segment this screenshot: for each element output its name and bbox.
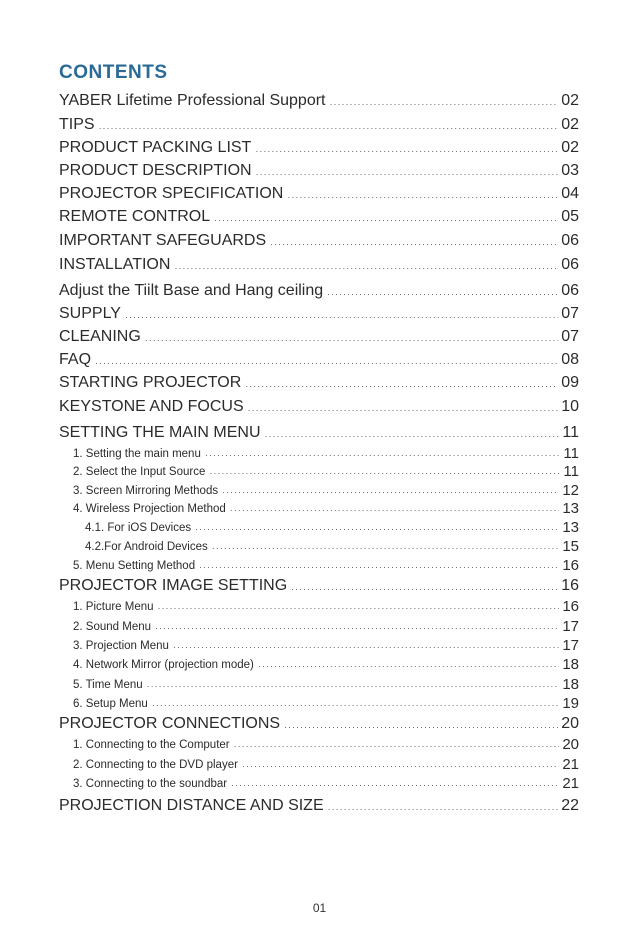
toc-entry-page-number: 15 (562, 538, 579, 555)
toc-entry-label: PROJECTOR CONNECTIONS (59, 715, 281, 732)
dot-leader (256, 170, 559, 182)
toc-entry (59, 303, 579, 325)
toc-entry-label: Adjust the Tiilt Base and Hang ceiling (59, 282, 324, 299)
toc-entry (59, 183, 579, 205)
toc-entry-page-number: 21 (562, 756, 579, 773)
dot-leader (209, 469, 560, 481)
toc-entry (73, 736, 579, 754)
dot-leader (174, 264, 558, 276)
dot-leader (328, 805, 559, 817)
toc-entry-label: 6. Setup Menu (73, 698, 148, 710)
toc-entry-page-number: 19 (562, 695, 579, 712)
toc-entry (73, 756, 579, 774)
dot-leader (173, 643, 559, 655)
toc-entry-label: INSTALLATION (59, 256, 171, 273)
toc-entry-page-number: 21 (562, 775, 579, 792)
page-number-footer: 01 (312, 901, 327, 915)
toc-entry-page-number: 08 (561, 351, 579, 368)
toc-entry (73, 676, 579, 694)
dot-leader (158, 604, 560, 616)
toc-entry-page-number: 07 (561, 328, 579, 345)
toc-entry (73, 656, 579, 674)
dot-leader (145, 336, 558, 348)
toc-entry-label: 3. Projection Menu (73, 640, 169, 652)
toc-entry-page-number: 02 (561, 139, 579, 156)
toc-entry-page-number: 12 (562, 482, 579, 499)
dot-leader (327, 290, 558, 302)
toc-entry-page-number: 04 (561, 185, 579, 202)
dot-leader (284, 723, 558, 735)
toc-entry-page-number: 20 (561, 715, 579, 732)
toc-entry (73, 775, 579, 793)
toc-entry-page-number: 13 (562, 519, 579, 536)
dot-leader (147, 682, 560, 694)
toc-entry-label: REMOTE CONTROL (59, 208, 211, 225)
toc-entry (59, 422, 579, 444)
toc-entry-label: TIPS (59, 116, 95, 133)
toc-entry (59, 372, 579, 394)
toc-entry-label: 4. Wireless Projection Method (73, 503, 226, 515)
toc-entry-label: CLEANING (59, 328, 141, 345)
toc-entry (73, 482, 579, 500)
toc-entry-label: SETTING THE MAIN MENU (59, 424, 261, 441)
toc-entry (59, 254, 579, 276)
toc-entry (59, 280, 579, 302)
toc-entry-page-number: 06 (561, 232, 579, 249)
dot-leader (230, 506, 560, 518)
toc-entry-label: KEYSTONE AND FOCUS (59, 398, 244, 415)
toc-entry-label: SUPPLY (59, 305, 121, 322)
dot-leader (195, 525, 559, 537)
toc-entry-page-number: 17 (562, 637, 579, 654)
dot-leader (287, 193, 558, 205)
toc-entry (73, 618, 579, 636)
toc-entry (59, 160, 579, 182)
dot-leader (248, 406, 559, 418)
toc-entry-page-number: 02 (561, 92, 579, 109)
dot-leader (242, 762, 559, 774)
toc-entry-label: STARTING PROJECTOR (59, 374, 242, 391)
dot-leader (199, 563, 559, 575)
toc-entry (73, 557, 579, 575)
dot-leader (265, 432, 560, 444)
dot-leader (258, 662, 559, 674)
dot-leader (155, 624, 559, 636)
dot-leader (214, 216, 558, 228)
dot-leader (270, 240, 558, 252)
toc-entry (59, 396, 579, 418)
toc-entry (73, 500, 579, 518)
toc-entry (59, 795, 579, 817)
toc-entry-label: 2. Sound Menu (73, 621, 152, 633)
toc-entry-page-number: 10 (561, 398, 579, 415)
toc-entry-label: 3. Screen Mirroring Methods (73, 485, 219, 497)
dot-leader (255, 147, 558, 159)
toc-entry (59, 90, 579, 112)
toc-entry-page-number: 22 (561, 797, 579, 814)
toc-entry (59, 326, 579, 348)
toc-entry (73, 598, 579, 616)
toc-entry-page-number: 03 (561, 162, 579, 179)
toc-entry (73, 463, 579, 481)
toc-entry (73, 637, 579, 655)
toc-entry (85, 519, 579, 537)
dot-leader (205, 451, 561, 463)
toc-entry-page-number: 11 (562, 424, 579, 441)
dot-leader (99, 124, 559, 136)
dot-leader (231, 781, 559, 793)
toc-entry-page-number: 18 (562, 676, 579, 693)
toc-entry-page-number: 05 (561, 208, 579, 225)
dot-leader (95, 359, 558, 371)
toc-entry (59, 206, 579, 228)
dot-leader (212, 544, 560, 556)
toc-entry (85, 538, 579, 556)
toc-entry-page-number: 16 (562, 557, 579, 574)
toc-entry-label: 5. Menu Setting Method (73, 560, 196, 572)
toc-entry-page-number: 11 (563, 463, 579, 480)
toc-entry-label: 1. Setting the main menu (73, 448, 201, 460)
toc-entry-label: FAQ (59, 351, 92, 368)
dot-leader (152, 701, 560, 713)
toc-entry-label: 1. Connecting to the Computer (73, 739, 230, 751)
toc-entry-label: YABER Lifetime Professional Support (59, 92, 326, 109)
toc-entry-label: 2. Select the Input Source (73, 466, 206, 478)
toc-entry (59, 137, 579, 159)
toc-entry-page-number: 07 (561, 305, 579, 322)
toc-entry-page-number: 11 (563, 445, 579, 462)
toc-entry-page-number: 02 (561, 116, 579, 133)
toc-entry (73, 695, 579, 713)
toc-entry-page-number: 16 (562, 598, 579, 615)
toc-entry-label: PROJECTOR SPECIFICATION (59, 185, 284, 202)
toc-entry-label: 4.1. For iOS Devices (85, 522, 192, 534)
toc-entry-label: PRODUCT DESCRIPTION (59, 162, 252, 179)
dot-leader (291, 585, 558, 597)
toc-entry-page-number: 17 (562, 618, 579, 635)
toc-entry-label: PROJECTOR IMAGE SETTING (59, 577, 288, 594)
dot-leader (234, 742, 560, 754)
toc-entry (59, 114, 579, 136)
toc-entry (59, 713, 579, 735)
toc-entry-page-number: 06 (561, 282, 579, 299)
dot-leader (330, 100, 559, 112)
toc-entry-page-number: 06 (561, 256, 579, 273)
toc-entry-page-number: 09 (561, 374, 579, 391)
toc-entry-page-number: 13 (562, 500, 579, 517)
toc-entry (73, 445, 579, 463)
dot-leader (245, 382, 558, 394)
toc-entry-label: PRODUCT PACKING LIST (59, 139, 252, 156)
dot-leader (125, 313, 558, 325)
dot-leader (222, 488, 559, 500)
toc-entry-label: 3. Connecting to the soundbar (73, 778, 228, 790)
toc-entry (59, 575, 579, 597)
toc-entry-label: 4. Network Mirror (projection mode) (73, 659, 254, 671)
toc-entry-label: 2. Connecting to the DVD player (73, 759, 238, 771)
toc-entry (59, 230, 579, 252)
toc-entry-label: 4.2.For Android Devices (85, 541, 208, 553)
toc-entry-label: 1. Picture Menu (73, 601, 154, 613)
toc-entry-label: PROJECTION DISTANCE AND SIZE (59, 797, 324, 814)
toc-entry-page-number: 20 (562, 736, 579, 753)
toc-entry-page-number: 16 (561, 577, 579, 594)
toc-entry-label: IMPORTANT SAFEGUARDS (59, 232, 267, 249)
contents-heading: CONTENTS (59, 62, 168, 83)
toc-entry (59, 349, 579, 371)
toc-entry-label: 5. Time Menu (73, 679, 143, 691)
toc-entry-page-number: 18 (562, 656, 579, 673)
